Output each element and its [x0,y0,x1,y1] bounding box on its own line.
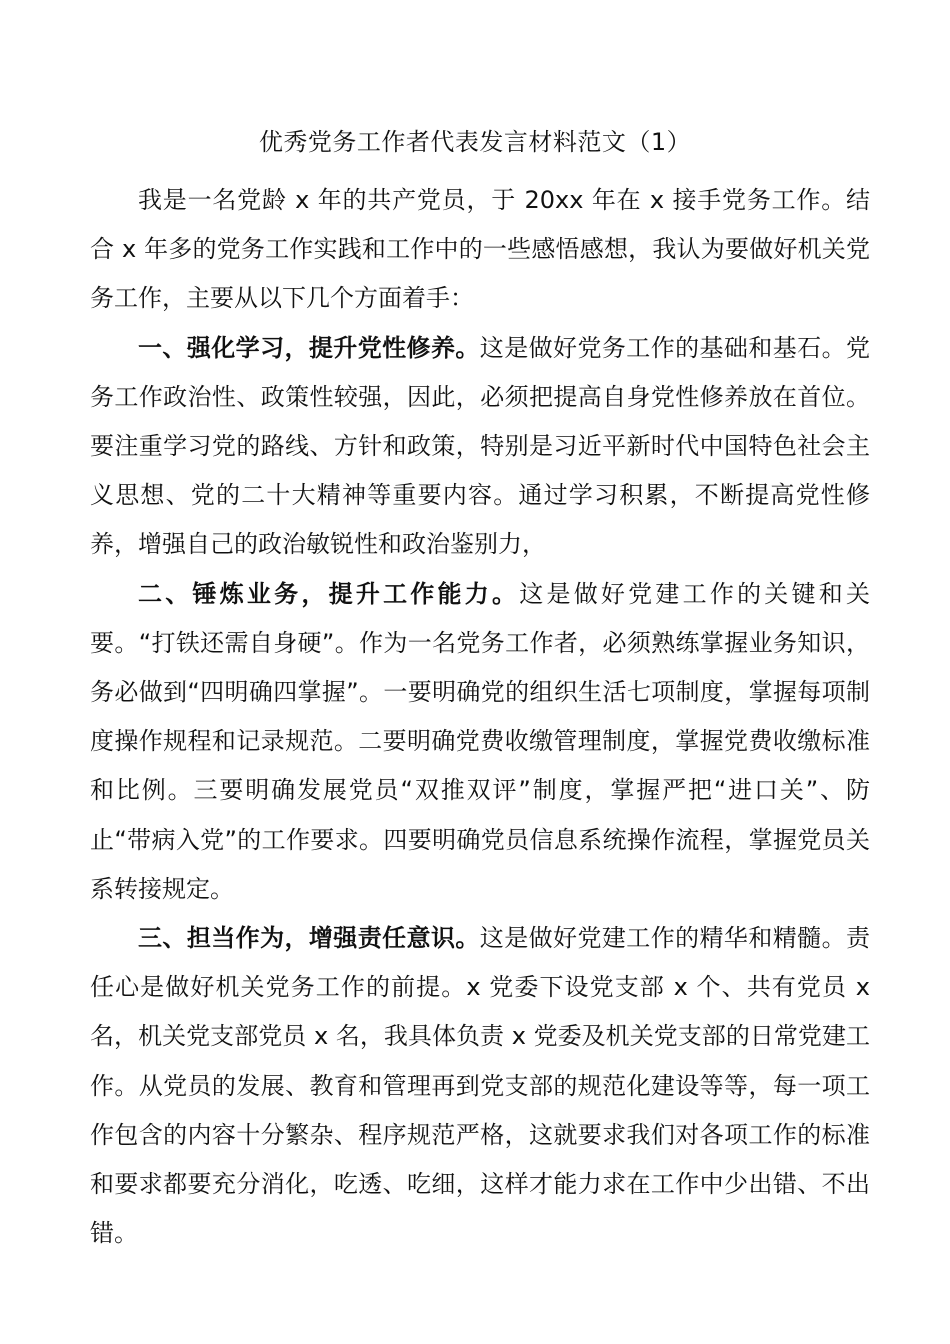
section-heading-1: 一、强化学习，提升党性修养。 [138,333,480,362]
paragraph-intro [90,176,870,324]
section-heading-2: 二、锤炼业务，提升工作能力。 [138,579,520,608]
paragraph-section-1 [90,324,870,570]
paragraph-text: 这是做好党建工作的关键和关要。“打铁还需自身硬”。作为一名党务工作者，必须熟练掌握业务知识，务必做到“四明确四掌握”。一要明确党的组织生活七项制度，掌握每项制度操作规程和记录规范。二要明确党费收缴管理制度，掌握党费收缴标准和比例。三要明确发展党员“双推双评”制度，掌握严把“进口关”、防止“带病入党”的工作要求。四要明确党员信息系统操作流程，掌握党员关系转接规定。 [90,579,871,903]
paragraph-section-3 [90,914,870,1258]
document-title: 优秀党务工作者代表发言材料范文（1） [258,128,692,156]
paragraph-section-2 [90,570,870,914]
paragraph-text: 这是做好党务工作的基础和基石。党务工作政治性、政策性较强，因此，必须把提高自身党性修养放在首位。要注重学习党的路线、方针和政策，特别是习近平新时代中国特色社会主义思想、党的二十大精神等重要内容。通过学习积累，不断提高党性修养，增强自己的政治敏锐性和政治鉴别力， [90,333,871,559]
paragraph-text: 我是一名党龄 x 年的共产党员，于 20xx 年在 x 接手党务工作。结合 x 年多的党务工作实践和工作中的一些感悟感想，我认为要做好机关党务工作，主要从以下几个方面着手： [90,186,870,313]
paragraph-text: 这是做好党建工作的精华和精髓。责任心是做好机关党务工作的前提。x 党委下设党支部 x 个、共有党员 x 名，机关党支部党员 x 名，我具体负责 x 党委及机关党支部的日常党建工作。从党员的发展、教育和管理再到党支部的规范化建设等等，每一项工作包含的内容十分繁杂、程序规范严格，这就要求我们对各项工作的标准和要求都要充分消化，吃透、吃细，这样才能力求在工作中少出错、不出错。 [90,924,871,1248]
document-body [90,176,870,1258]
section-heading-3: 三、担当作为，增强责任意识。 [138,924,480,953]
